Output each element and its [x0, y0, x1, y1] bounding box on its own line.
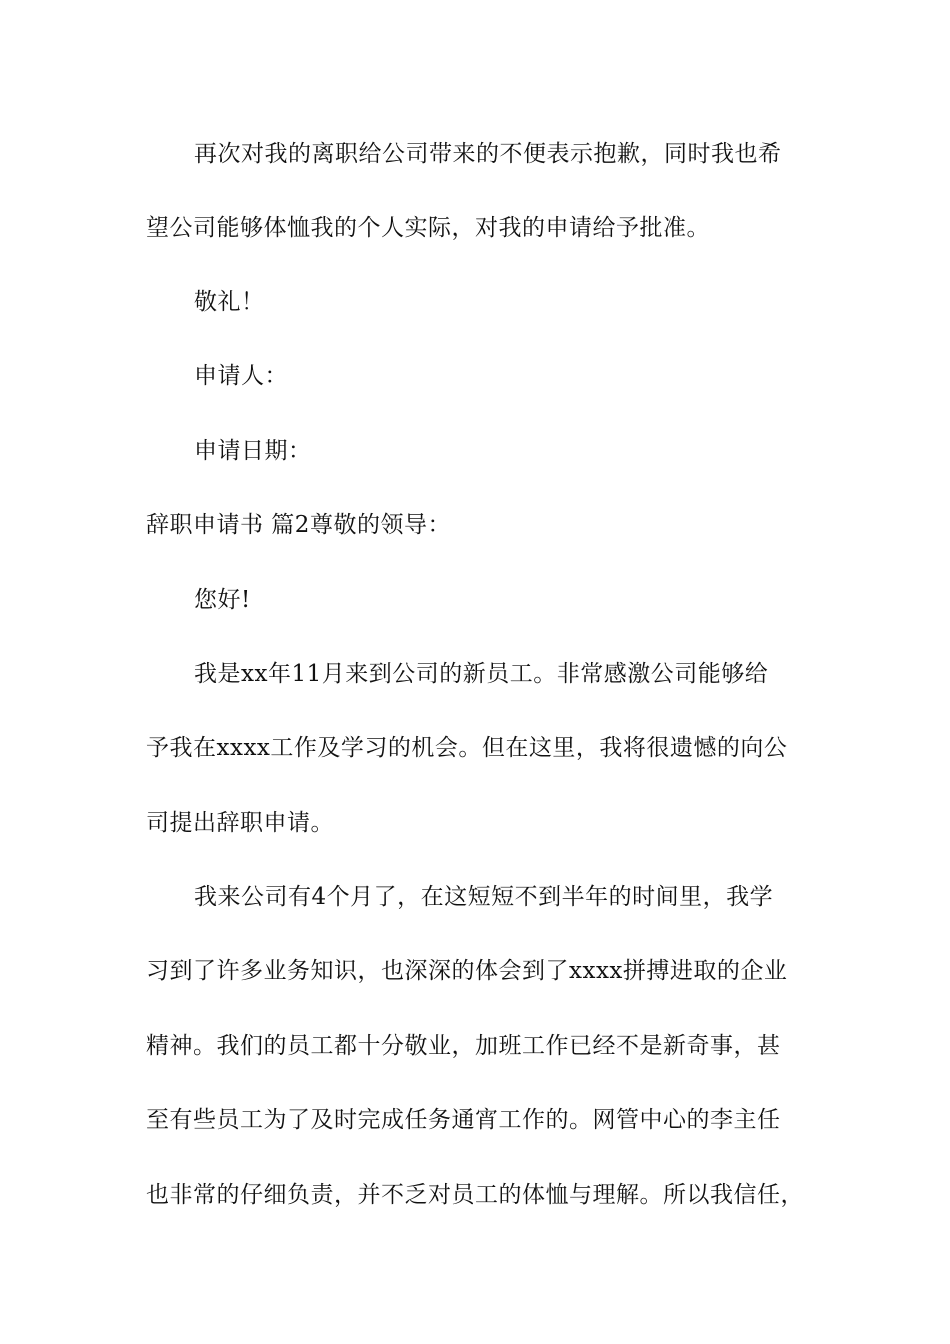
application-date-label: 申请日期：	[194, 438, 312, 464]
text-line: 司提出辞职申请。	[146, 810, 334, 836]
applicant-label: 申请人：	[194, 363, 288, 389]
text-line: 精神。我们的员工都十分敬业，加班工作已经不是新奇事，甚	[146, 1033, 781, 1059]
text-line: 予我在xxxx工作及学习的机会。但在这里，我将很遗憾的向公	[146, 735, 788, 761]
text-line: 望公司能够体恤我的个人实际，对我的申请给予批准。	[146, 215, 710, 241]
text-line: 我来公司有4个月了，在这短短不到半年的时间里，我学	[194, 884, 774, 910]
text-line: 也非常的仔细负责，并不乏对员工的体恤与理解。所以我信任，	[146, 1182, 804, 1208]
text-line: 习到了许多业务知识，也深深的体会到了xxxx拼搏进取的企业	[146, 958, 788, 984]
text-line: 我是xx年11月来到公司的新员工。非常感激公司能够给	[194, 661, 769, 687]
text-line: 至有些员工为了及时完成任务通宵工作的。网管中心的李主任	[146, 1107, 781, 1133]
salutation-closing: 敬礼！	[194, 289, 265, 315]
greeting: 您好!	[194, 587, 251, 613]
text-line: 再次对我的离职给公司带来的不便表示抱歉，同时我也希	[194, 141, 782, 167]
section-heading: 辞职申请书 篇2尊敬的领导：	[146, 512, 451, 538]
